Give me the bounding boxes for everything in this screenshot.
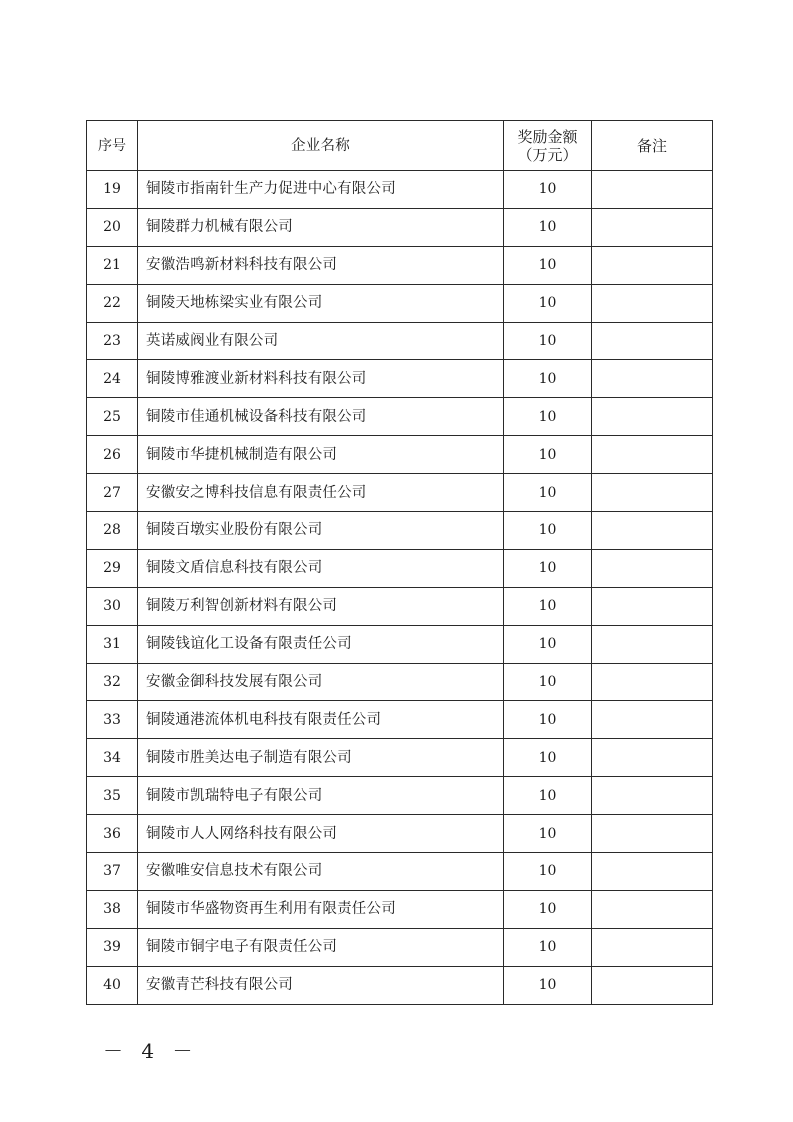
row-remark xyxy=(592,853,713,891)
row-seq: 27 xyxy=(87,474,138,512)
row-remark xyxy=(592,208,713,246)
row-seq: 23 xyxy=(87,322,138,360)
row-company-name: 安徽唯安信息技术有限公司 xyxy=(138,853,504,891)
row-amount: 10 xyxy=(504,549,592,587)
row-seq: 21 xyxy=(87,246,138,284)
row-company-name: 铜陵文盾信息科技有限公司 xyxy=(138,549,504,587)
row-amount: 10 xyxy=(504,815,592,853)
row-seq: 26 xyxy=(87,436,138,474)
row-company-name: 铜陵钱谊化工设备有限责任公司 xyxy=(138,625,504,663)
header-row xyxy=(87,121,713,171)
table-row xyxy=(87,512,713,550)
table-row xyxy=(87,777,713,815)
table-row xyxy=(87,549,713,587)
header-award-line2: （万元） xyxy=(517,145,578,164)
award-table xyxy=(86,120,713,1005)
row-remark xyxy=(592,474,713,512)
table-header xyxy=(87,121,713,171)
row-seq: 31 xyxy=(87,625,138,663)
row-company-name: 铜陵市华捷机械制造有限公司 xyxy=(138,436,504,474)
row-seq: 34 xyxy=(87,739,138,777)
row-remark xyxy=(592,777,713,815)
row-company-name: 安徽金御科技发展有限公司 xyxy=(138,663,504,701)
row-amount: 10 xyxy=(504,171,592,209)
row-company-name: 铜陵市佳通机械设备科技有限公司 xyxy=(138,398,504,436)
row-amount: 10 xyxy=(504,284,592,322)
row-amount: 10 xyxy=(504,360,592,398)
row-seq: 32 xyxy=(87,663,138,701)
row-company-name: 铜陵万利智创新材料有限公司 xyxy=(138,587,504,625)
row-remark xyxy=(592,701,713,739)
row-amount: 10 xyxy=(504,663,592,701)
row-remark xyxy=(592,246,713,284)
row-seq: 25 xyxy=(87,398,138,436)
row-seq: 35 xyxy=(87,777,138,815)
header-award-line1: 奖励金额 xyxy=(517,127,578,146)
row-amount: 10 xyxy=(504,587,592,625)
row-company-name: 安徽青芒科技有限公司 xyxy=(138,966,504,1004)
table-row xyxy=(87,890,713,928)
page-number: － 4 － xyxy=(103,1039,199,1063)
table-row xyxy=(87,663,713,701)
header-seq: 序号 xyxy=(87,121,138,171)
row-seq: 24 xyxy=(87,360,138,398)
row-amount: 10 xyxy=(504,928,592,966)
row-company-name: 安徽安之博科技信息有限责任公司 xyxy=(138,474,504,512)
row-remark xyxy=(592,663,713,701)
row-remark xyxy=(592,322,713,360)
row-amount: 10 xyxy=(504,777,592,815)
row-remark xyxy=(592,512,713,550)
row-seq: 19 xyxy=(87,171,138,209)
table-body xyxy=(87,171,713,1005)
row-remark xyxy=(592,398,713,436)
table-row xyxy=(87,815,713,853)
row-amount: 10 xyxy=(504,966,592,1004)
row-amount: 10 xyxy=(504,322,592,360)
row-amount: 10 xyxy=(504,398,592,436)
row-remark xyxy=(592,436,713,474)
table-row xyxy=(87,284,713,322)
table-row xyxy=(87,171,713,209)
row-remark xyxy=(592,284,713,322)
row-seq: 40 xyxy=(87,966,138,1004)
table-row xyxy=(87,208,713,246)
header-remark: 备注 xyxy=(592,121,713,171)
row-seq: 30 xyxy=(87,587,138,625)
row-company-name: 铜陵百墩实业股份有限公司 xyxy=(138,512,504,550)
row-remark xyxy=(592,360,713,398)
row-seq: 20 xyxy=(87,208,138,246)
row-company-name: 铜陵市指南针生产力促进中心有限公司 xyxy=(138,171,504,209)
header-award xyxy=(504,121,592,171)
row-remark xyxy=(592,966,713,1004)
row-company-name: 铜陵群力机械有限公司 xyxy=(138,208,504,246)
row-remark xyxy=(592,739,713,777)
row-company-name: 铜陵博雅渡业新材料科技有限公司 xyxy=(138,360,504,398)
table-row xyxy=(87,398,713,436)
table-row xyxy=(87,436,713,474)
row-company-name: 铜陵市铜宇电子有限责任公司 xyxy=(138,928,504,966)
row-company-name: 安徽浩鸣新材料科技有限公司 xyxy=(138,246,504,284)
table-row xyxy=(87,587,713,625)
row-seq: 22 xyxy=(87,284,138,322)
row-seq: 38 xyxy=(87,890,138,928)
row-amount: 10 xyxy=(504,853,592,891)
table-row xyxy=(87,853,713,891)
row-amount: 10 xyxy=(504,512,592,550)
row-remark xyxy=(592,549,713,587)
table-row xyxy=(87,474,713,512)
row-amount: 10 xyxy=(504,208,592,246)
row-seq: 33 xyxy=(87,701,138,739)
row-company-name: 英诺威阀业有限公司 xyxy=(138,322,504,360)
table-row xyxy=(87,246,713,284)
row-amount: 10 xyxy=(504,739,592,777)
row-seq: 28 xyxy=(87,512,138,550)
table-row xyxy=(87,701,713,739)
header-name: 企业名称 xyxy=(138,121,504,171)
row-seq: 29 xyxy=(87,549,138,587)
table-row xyxy=(87,966,713,1004)
row-remark xyxy=(592,815,713,853)
table-row xyxy=(87,928,713,966)
table-row xyxy=(87,739,713,777)
row-remark xyxy=(592,890,713,928)
row-amount: 10 xyxy=(504,246,592,284)
row-remark xyxy=(592,171,713,209)
row-company-name: 铜陵天地栋梁实业有限公司 xyxy=(138,284,504,322)
row-company-name: 铜陵市胜美达电子制造有限公司 xyxy=(138,739,504,777)
row-remark xyxy=(592,625,713,663)
row-company-name: 铜陵市凯瑞特电子有限公司 xyxy=(138,777,504,815)
row-seq: 39 xyxy=(87,928,138,966)
row-remark xyxy=(592,587,713,625)
table-row xyxy=(87,360,713,398)
row-remark xyxy=(592,928,713,966)
row-company-name: 铜陵市人人网络科技有限公司 xyxy=(138,815,504,853)
row-amount: 10 xyxy=(504,625,592,663)
table-row xyxy=(87,322,713,360)
row-amount: 10 xyxy=(504,436,592,474)
row-company-name: 铜陵通港流体机电科技有限责任公司 xyxy=(138,701,504,739)
row-seq: 37 xyxy=(87,853,138,891)
row-seq: 36 xyxy=(87,815,138,853)
row-amount: 10 xyxy=(504,701,592,739)
row-company-name: 铜陵市华盛物资再生利用有限责任公司 xyxy=(138,890,504,928)
table-row xyxy=(87,625,713,663)
row-amount: 10 xyxy=(504,890,592,928)
row-amount: 10 xyxy=(504,474,592,512)
